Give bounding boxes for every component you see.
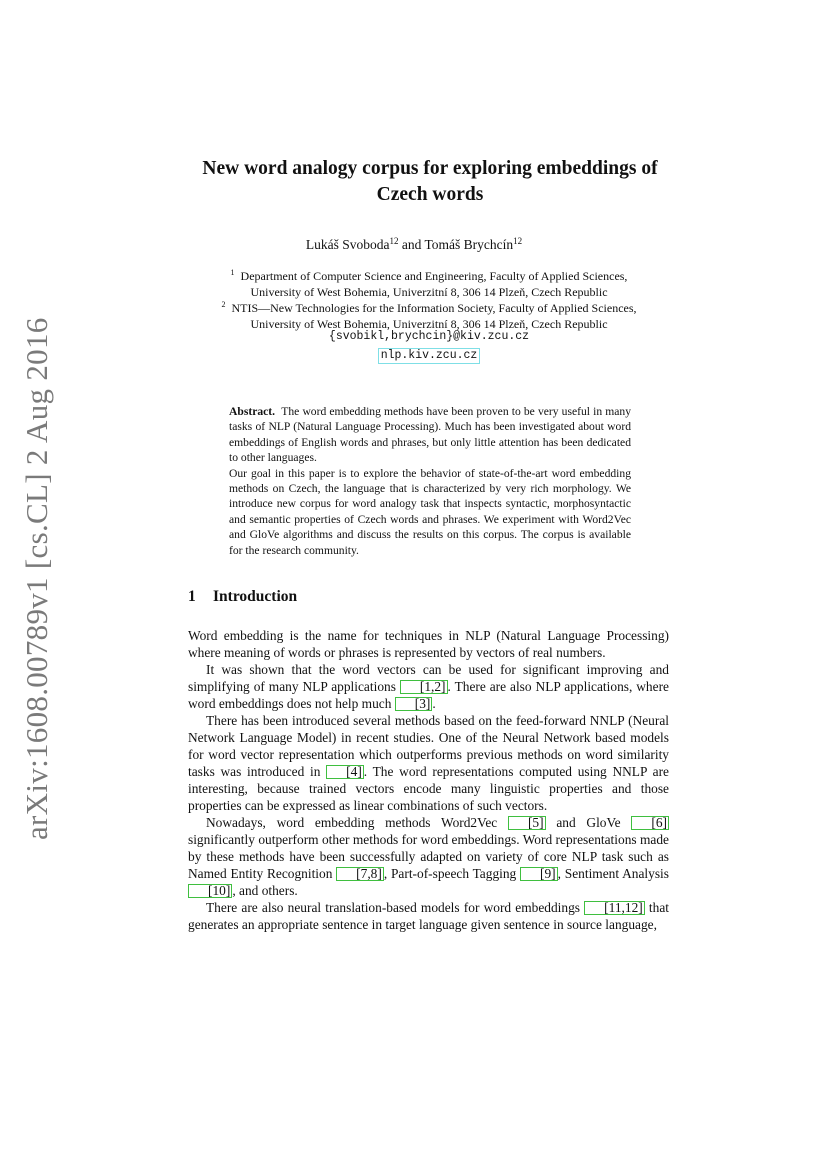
abstract-label: Abstract. <box>229 405 276 418</box>
paragraph-text: that generates an appropriate sentence in target language given sentence in source language, <box>188 900 669 932</box>
abstract <box>229 404 631 558</box>
paragraph-text: It was shown that the word vectors can be used for significant improving and simplifying of many NLP applications <box>188 662 669 694</box>
citation-link[interactable]: [6] <box>631 816 669 830</box>
title-line-1: New word analogy corpus for exploring embeddings of <box>202 158 658 179</box>
affiliation-line: Department of Computer Science and Engineering, Faculty of Applied Sciences, <box>240 269 628 283</box>
paragraph-text: There are also neural translation-based models for word embeddings <box>206 900 585 915</box>
citation-link[interactable]: [1,2] <box>400 680 448 694</box>
paragraph-text: significantly outperform other methods for word embeddings. Word representations made by these methods have been successfully adapted on variety of core NLP task such as Named Entity Recognition <box>188 832 669 881</box>
author-conjunction: and <box>398 237 425 252</box>
citation-link[interactable]: [3] <box>395 697 433 711</box>
paragraph-text: . <box>432 696 436 711</box>
contact-block <box>0 329 828 364</box>
section-heading <box>188 588 297 606</box>
citation-link[interactable]: [7,8] <box>336 867 384 881</box>
author-name: Lukáš Svoboda <box>305 237 390 252</box>
affiliation-line: NTIS—New Technologies for the Information Society, Faculty of Applied Sciences, <box>231 301 637 315</box>
abstract-paragraph: The word embedding methods have been proven to be very useful in many tasks of NLP (Natural Language Processing). Much has been investigated about word embeddings of English words and phrases, but only little attention has been dedicated to other languages. <box>229 405 632 465</box>
abstract-paragraph: Our goal in this paper is to explore the behavior of state-of-the-art word embedding methods on Czech, the language that is characterized by very rich morphology. We introduce new corpus for word analogy task that inspects syntactic, morphosyntactic and semantic properties of Czech words and phrases. We experiment with Word2Vec and GloVe algorithms and discuss the results on this corpus. The corpus is available for the research community. <box>229 466 631 557</box>
citation-link[interactable]: [5] <box>508 816 546 830</box>
affiliation-line: University of West Bohemia, Univerzitní 8, 306 14 Plzeň, Czech Republic <box>250 285 608 299</box>
citation-link[interactable]: [10] <box>188 884 232 898</box>
section-title: Introduction <box>213 588 298 605</box>
affiliation-1 <box>0 265 828 300</box>
paragraph <box>188 661 669 712</box>
body-text <box>188 627 669 933</box>
paragraph <box>188 814 669 899</box>
author-affiliation-mark: 12 <box>513 236 523 246</box>
paragraph-text: . The word representations computed using NNLP are interesting, because trained vectors encode many linguistic properties and those properties can be expressed as linear combinations of such vectors. <box>188 764 669 813</box>
affiliation-line: University of West Bohemia, Univerzitní 8, 306 14 Plzeň, Czech Republic <box>250 317 608 331</box>
citation-link[interactable]: [11,12] <box>584 901 645 915</box>
paragraph-text: There has been introduced several methods based on the feed-forward NNLP (Neural Network Language Model) in recent studies. One of the Neural Network based models for word vector representation which outperforms previous methods on word similarity tasks was introduced in <box>188 713 669 779</box>
author-name: Tomáš Brychcín <box>424 237 514 252</box>
paragraph-text: Nowadays, word embedding methods Word2Vec <box>206 815 508 830</box>
paper-title <box>180 156 680 208</box>
affiliation-mark: 2 <box>221 300 226 309</box>
website-link[interactable]: nlp.kiv.zcu.cz <box>378 348 481 364</box>
affiliation-2 <box>0 297 828 332</box>
paragraph: Word embedding is the name for techniques in NLP (Natural Language Processing) where meaning of words or phrases is represented by vectors of real numbers. <box>188 628 669 660</box>
email-address: {svobikl,brychcin}@kiv.zcu.cz <box>328 330 530 343</box>
paragraph-text: , Part-of-speech Tagging <box>383 866 521 881</box>
citation-link[interactable]: [9] <box>520 867 558 881</box>
title-line-2: Czech words <box>376 184 484 205</box>
paragraph-text: . There are also NLP applications, where word embeddings does not help much <box>188 679 669 711</box>
section-number: 1 <box>188 588 196 605</box>
citation-link[interactable]: [4] <box>326 765 364 779</box>
paragraph-text: , Sentiment Analysis <box>557 866 669 881</box>
paragraph <box>188 899 669 933</box>
paragraph <box>188 712 669 814</box>
arxiv-identifier: arXiv:1608.00789v1 [cs.CL] 2 Aug 2016 <box>19 317 54 840</box>
author-list <box>0 236 828 253</box>
paragraph-text: and GloVe <box>545 815 632 830</box>
affiliation-mark: 1 <box>230 268 235 277</box>
paragraph-text: , and others. <box>232 883 298 898</box>
author-affiliation-mark: 12 <box>389 236 399 246</box>
